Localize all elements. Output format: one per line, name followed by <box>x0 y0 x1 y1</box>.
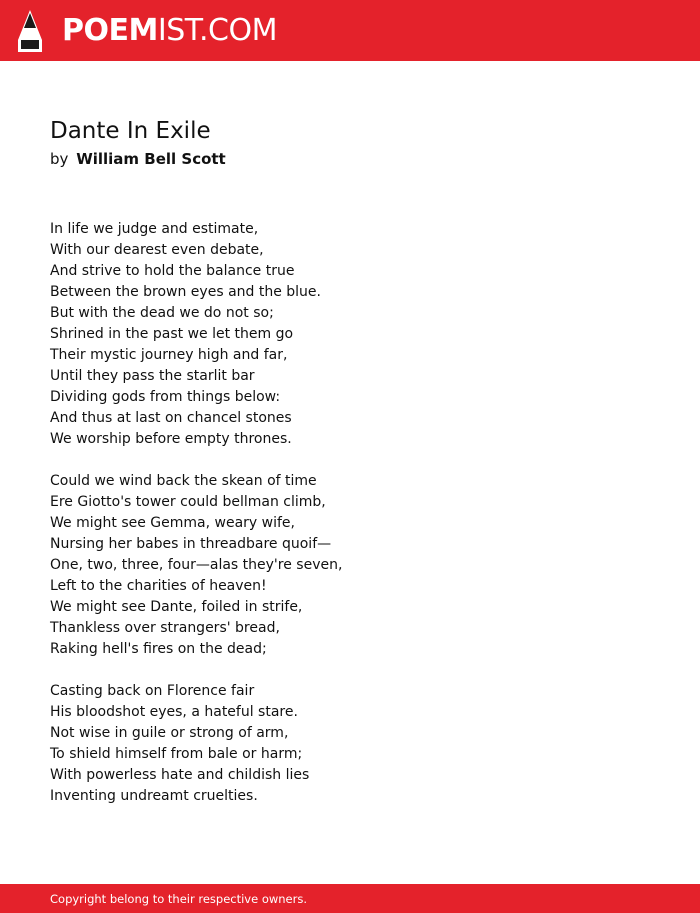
poem-line: But with the dead we do not so; <box>50 305 274 321</box>
poem-line: Could we wind back the skean of time <box>50 473 317 489</box>
poem-line: And strive to hold the balance true <box>50 263 295 279</box>
poem-body <box>50 219 342 828</box>
stanza-3 <box>50 681 342 807</box>
poem-line: Their mystic journey high and far, <box>50 347 288 363</box>
poem-line: Shrined in the past we let them go <box>50 326 294 342</box>
poem-line: We might see Dante, foiled in strife, <box>50 599 303 615</box>
poem-author: William Bell Scott <box>76 150 226 168</box>
copyright-notice: Copyright belong to their respective owners. <box>50 892 308 906</box>
site-header <box>0 0 700 61</box>
poem-line: Ere Giotto's tower could bellman climb, <box>50 494 326 510</box>
poem-byline <box>50 149 226 169</box>
by-label: by <box>50 150 69 168</box>
poem-line: Dividing gods from things below: <box>50 389 281 405</box>
poem-line: One, two, three, four—alas they're seven, <box>50 557 343 573</box>
poem-line: Left to the charities of heaven! <box>50 578 267 594</box>
poem-line: And thus at last on chancel stones <box>50 410 292 426</box>
poem-line: Not wise in guile or strong of arm, <box>50 725 289 741</box>
poem-line: In life we judge and estimate, <box>50 221 259 237</box>
poem-title: Dante In Exile <box>50 118 211 144</box>
poem-line: With powerless hate and childish lies <box>50 767 310 783</box>
poem-line: Inventing undreamt cruelties. <box>50 788 258 804</box>
site-footer <box>0 884 700 913</box>
poem-line: Nursing her babes in threadbare quoif— <box>50 536 332 552</box>
stanza-1 <box>50 219 342 450</box>
poem-line: Between the brown eyes and the blue. <box>50 284 321 300</box>
brand-bold-part: POEM <box>62 13 158 48</box>
poem-line: His bloodshot eyes, a hateful stare. <box>50 704 298 720</box>
poem-line: With our dearest even debate, <box>50 242 264 258</box>
poem-line: Until they pass the starlit bar <box>50 368 255 384</box>
site-logo-text[interactable] <box>62 12 277 50</box>
poem-line: Casting back on Florence fair <box>50 683 255 699</box>
poem-line: To shield himself from bale or harm; <box>50 746 303 762</box>
stanza-2 <box>50 471 342 660</box>
poem-line: We might see Gemma, weary wife, <box>50 515 295 531</box>
poem-line: Raking hell's fires on the dead; <box>50 641 267 657</box>
poem-line: Thankless over strangers' bread, <box>50 620 280 636</box>
poem-line: We worship before empty thrones. <box>50 431 292 447</box>
pencil-tip-icon[interactable] <box>18 10 42 52</box>
brand-light-part: IST.COM <box>157 13 277 48</box>
